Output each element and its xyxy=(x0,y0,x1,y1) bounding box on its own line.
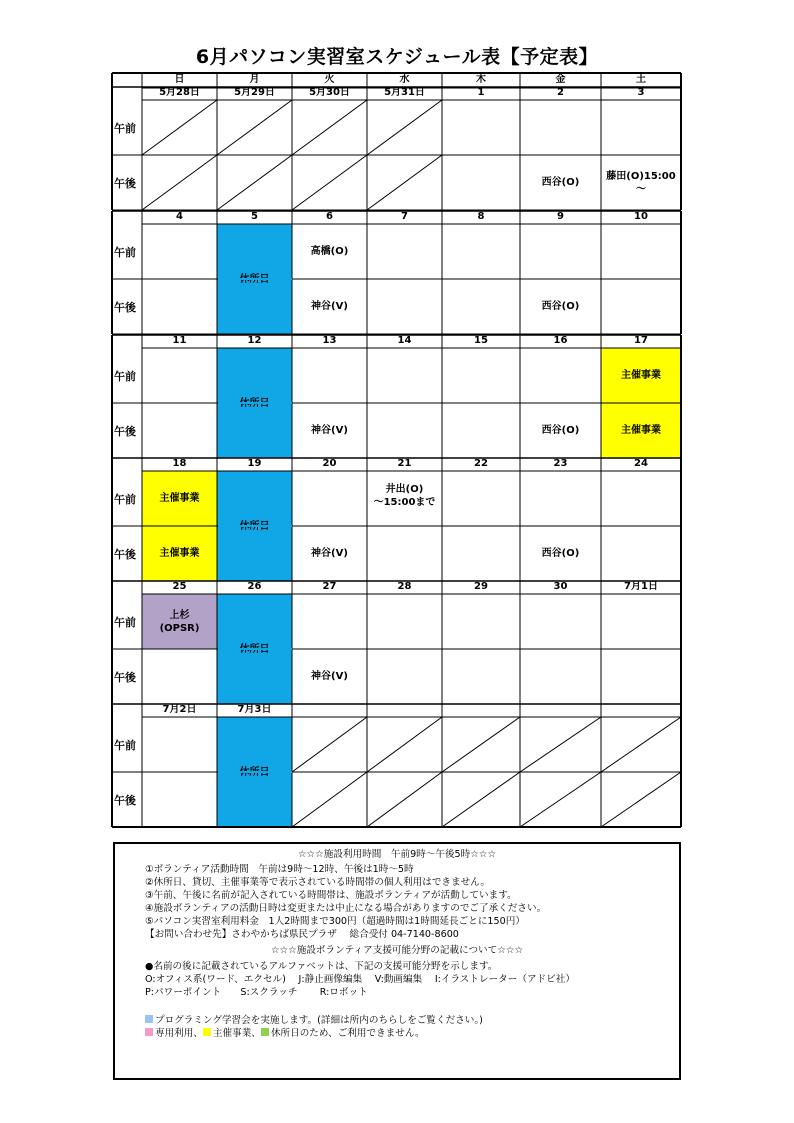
date-label xyxy=(520,704,601,717)
date-label xyxy=(367,704,442,717)
date-label: 17 xyxy=(634,335,648,346)
slot-am xyxy=(601,717,681,772)
slot-am xyxy=(367,471,442,526)
slot-am xyxy=(142,594,217,649)
date-label: 1 xyxy=(477,87,485,98)
slot-am xyxy=(367,100,442,155)
slot-pm xyxy=(367,155,442,210)
date-label xyxy=(601,704,681,717)
slot-pm xyxy=(601,155,681,210)
period-label-pm: 午後 xyxy=(114,424,136,438)
slot-am xyxy=(601,100,681,155)
slot-pm xyxy=(520,772,601,827)
date-label xyxy=(442,704,520,717)
slot-am xyxy=(520,717,601,772)
slot-pm xyxy=(142,649,217,704)
slot-pm xyxy=(367,649,442,704)
support-fields: P:パワーポイント S:スクラッチ R:ロボット xyxy=(145,987,368,998)
weekday-header: 火 xyxy=(324,74,335,85)
slot-pm xyxy=(292,649,367,704)
slot-am xyxy=(292,594,367,649)
slot-pm xyxy=(601,649,681,704)
slot-pm xyxy=(142,155,217,210)
volunteer-note: 〜15:00まで xyxy=(373,497,436,508)
date-label: 29 xyxy=(474,581,488,592)
yellow-square-icon xyxy=(203,1028,211,1036)
green-square-icon xyxy=(261,1028,269,1036)
slot-am xyxy=(142,348,217,403)
weekday-header: 日 xyxy=(174,74,185,85)
slot-pm xyxy=(142,403,217,458)
slot-am xyxy=(367,717,442,772)
volunteer-note: 〜 xyxy=(636,183,646,195)
slot-pm xyxy=(442,649,520,704)
volunteer-note: (OPSR) xyxy=(159,622,200,634)
slot-pm xyxy=(292,155,367,210)
contact-line: 【お問い合わせ先】さわやかちば県民プラザ 総合受付 04-7140-8600 xyxy=(145,929,459,940)
date-label: 30 xyxy=(553,581,568,592)
slot-am xyxy=(292,224,367,279)
closed-day-fill xyxy=(218,278,292,280)
date-label: 10 xyxy=(634,211,648,222)
volunteer-name: 上杉 xyxy=(169,609,190,621)
slot-pm xyxy=(520,526,601,581)
slot-am xyxy=(442,471,520,526)
period-label-am: 午前 xyxy=(114,245,136,259)
date-label: 9 xyxy=(557,211,564,222)
hours-note: ☆☆☆施設利用時間 午前9時〜午後5時☆☆☆ xyxy=(297,849,497,860)
slot-am xyxy=(520,348,601,403)
date-label: 27 xyxy=(322,581,337,592)
support-fields: O:オフィス系(ワード、エクセル) J:静止画像編集 V:動画編集 I:イラストレーター（アドビ社） xyxy=(145,974,575,985)
slot-am xyxy=(601,471,681,526)
slot-pm xyxy=(601,772,681,827)
date-label: 2 xyxy=(557,87,564,98)
date-label: 21 xyxy=(397,458,412,469)
slot-pm xyxy=(367,772,442,827)
slot-am xyxy=(292,717,367,772)
date-label: 25 xyxy=(172,581,187,592)
slot-pm xyxy=(292,526,367,581)
slot-pm xyxy=(442,526,520,581)
event-label: 主催事業 xyxy=(621,370,661,381)
note-line: ④施設ボランティアの活動日時は変更または中止になる場合がありますのでご了承ください。 xyxy=(145,903,547,914)
slot-pm xyxy=(142,279,217,334)
note-line: ②休所日、貸切、主催事業等で表示されている時間帯の個人利用はできません。 xyxy=(145,877,490,888)
slot-am xyxy=(142,471,217,526)
slot-pm xyxy=(367,526,442,581)
note-line: ③午前、午後に名前が記入されている時間帯は、施設ボランティアが活動しています。 xyxy=(145,890,517,901)
support-bullet: ●名前の後に記載されているアルファベットは、下記の支援可能分野を示します。 xyxy=(145,961,498,972)
slot-pm xyxy=(520,155,601,210)
slot-pm xyxy=(442,155,520,210)
date-label: 7月1日 xyxy=(624,581,658,592)
slot-am xyxy=(520,224,601,279)
date-label: 22 xyxy=(474,458,488,469)
period-label-pm: 午後 xyxy=(114,176,136,190)
slot-am xyxy=(367,224,442,279)
volunteer-name: 藤田(O)15:00 xyxy=(606,170,676,182)
date-label: 20 xyxy=(322,458,337,469)
blue-square-icon xyxy=(145,1015,153,1023)
date-label: 7 xyxy=(401,211,408,222)
date-label: 12 xyxy=(247,335,262,346)
notes-box xyxy=(113,842,681,1080)
program-note: プログラミング学習会を実施します。(詳細は所内のちらしをご覧ください。) xyxy=(145,1014,483,1027)
date-label: 5 xyxy=(251,211,258,222)
slot-pm xyxy=(442,403,520,458)
date-label: 13 xyxy=(322,335,337,346)
slot-pm xyxy=(292,403,367,458)
date-label: 4 xyxy=(176,211,183,222)
closed-day-fill xyxy=(218,771,292,773)
slot-pm xyxy=(367,279,442,334)
date-label: 15 xyxy=(474,335,488,346)
date-label: 14 xyxy=(397,335,412,346)
slot-am xyxy=(442,348,520,403)
slot-pm xyxy=(142,526,217,581)
slot-am xyxy=(601,224,681,279)
slot-am xyxy=(292,348,367,403)
slot-am xyxy=(142,224,217,279)
date-label: 6 xyxy=(326,211,333,222)
date-label: 26 xyxy=(247,581,262,592)
volunteer-name: 西谷(O) xyxy=(541,548,580,559)
closed-day-fill xyxy=(218,648,292,650)
date-label: 5月29日 xyxy=(234,87,275,98)
slot-pm xyxy=(601,403,681,458)
period-label-pm: 午後 xyxy=(114,300,136,314)
slot-pm xyxy=(142,772,217,827)
period-label-am: 午前 xyxy=(114,121,136,135)
period-label-pm: 午後 xyxy=(114,793,136,807)
page-title: 6月パソコン実習室スケジュール表【予定表】 xyxy=(195,46,599,68)
slot-pm xyxy=(217,155,292,210)
slot-am xyxy=(142,717,217,772)
event-label: 主催事業 xyxy=(159,493,200,504)
slot-pm xyxy=(442,279,520,334)
weekday-header: 土 xyxy=(636,74,646,85)
weekday-header: 木 xyxy=(476,74,486,85)
slot-am xyxy=(217,100,292,155)
volunteer-name: 西谷(O) xyxy=(541,177,580,188)
period-label-pm: 午後 xyxy=(114,547,136,561)
volunteer-name: 神谷(V) xyxy=(311,425,348,436)
weekday-header: 月 xyxy=(249,74,260,85)
event-label: 主催事業 xyxy=(621,425,661,436)
slot-am xyxy=(520,100,601,155)
date-label xyxy=(292,704,367,717)
date-label: 5月31日 xyxy=(384,87,425,98)
date-label: 7月2日 xyxy=(162,704,197,715)
weekday-header: 水 xyxy=(399,74,410,85)
period-label-am: 午前 xyxy=(114,369,136,383)
date-label: 3 xyxy=(637,87,645,98)
slot-am xyxy=(292,100,367,155)
slot-pm xyxy=(520,649,601,704)
slot-pm xyxy=(292,279,367,334)
slot-am xyxy=(442,717,520,772)
date-label: 11 xyxy=(172,335,187,346)
slot-pm xyxy=(520,403,601,458)
volunteer-name: 西谷(O) xyxy=(541,301,580,312)
date-label: 5月28日 xyxy=(159,87,200,98)
volunteer-name: 高橋(O) xyxy=(310,246,349,257)
slot-am xyxy=(292,471,367,526)
slot-am xyxy=(367,348,442,403)
slot-am xyxy=(601,594,681,649)
volunteer-name: 井出(O) xyxy=(385,484,424,495)
slot-pm xyxy=(601,279,681,334)
date-label: 16 xyxy=(553,335,568,346)
slot-pm xyxy=(601,526,681,581)
slot-pm xyxy=(442,772,520,827)
legend-note: 専用利用、 主催事業、 休所日のため、ご利用できません。 xyxy=(145,1027,425,1040)
slot-am xyxy=(442,100,520,155)
date-label: 8 xyxy=(477,211,485,222)
period-label-pm: 午後 xyxy=(114,670,136,684)
note-line: ⑤パソコン実習室利用料金 1人2時間まで300円（超過時間は1時間延長ごとに150円） xyxy=(145,916,525,927)
date-label: 18 xyxy=(172,458,187,469)
support-title: ☆☆☆施設ボランティア支援可能分野の記載について☆☆☆ xyxy=(270,945,524,956)
period-label-am: 午前 xyxy=(114,615,136,629)
date-label: 19 xyxy=(247,458,262,469)
volunteer-name: 神谷(V) xyxy=(311,671,348,682)
date-label: 23 xyxy=(553,458,568,469)
slot-am xyxy=(601,348,681,403)
period-label-am: 午前 xyxy=(114,738,136,752)
note-line: ①ボランティア活動時間 午前は9時〜12時、午後は1時〜5時 xyxy=(145,864,414,875)
slot-am xyxy=(520,594,601,649)
slot-am xyxy=(442,224,520,279)
slot-am xyxy=(367,594,442,649)
slot-pm xyxy=(292,772,367,827)
event-label: 主催事業 xyxy=(159,548,200,559)
closed-day-fill xyxy=(218,525,292,527)
date-label: 7月3日 xyxy=(237,704,272,715)
volunteer-name: 神谷(V) xyxy=(311,548,348,559)
date-label: 28 xyxy=(397,581,412,592)
slot-pm xyxy=(520,279,601,334)
date-label: 24 xyxy=(634,458,648,469)
slot-am xyxy=(520,471,601,526)
closed-day-fill xyxy=(218,402,292,404)
period-label-am: 午前 xyxy=(114,492,136,506)
slot-am xyxy=(442,594,520,649)
pink-square-icon xyxy=(145,1028,153,1036)
volunteer-name: 西谷(O) xyxy=(541,425,580,436)
date-label: 5月30日 xyxy=(309,87,350,98)
weekday-header: 金 xyxy=(555,74,566,85)
slot-am xyxy=(142,100,217,155)
volunteer-name: 神谷(V) xyxy=(311,301,348,312)
slot-pm xyxy=(367,403,442,458)
